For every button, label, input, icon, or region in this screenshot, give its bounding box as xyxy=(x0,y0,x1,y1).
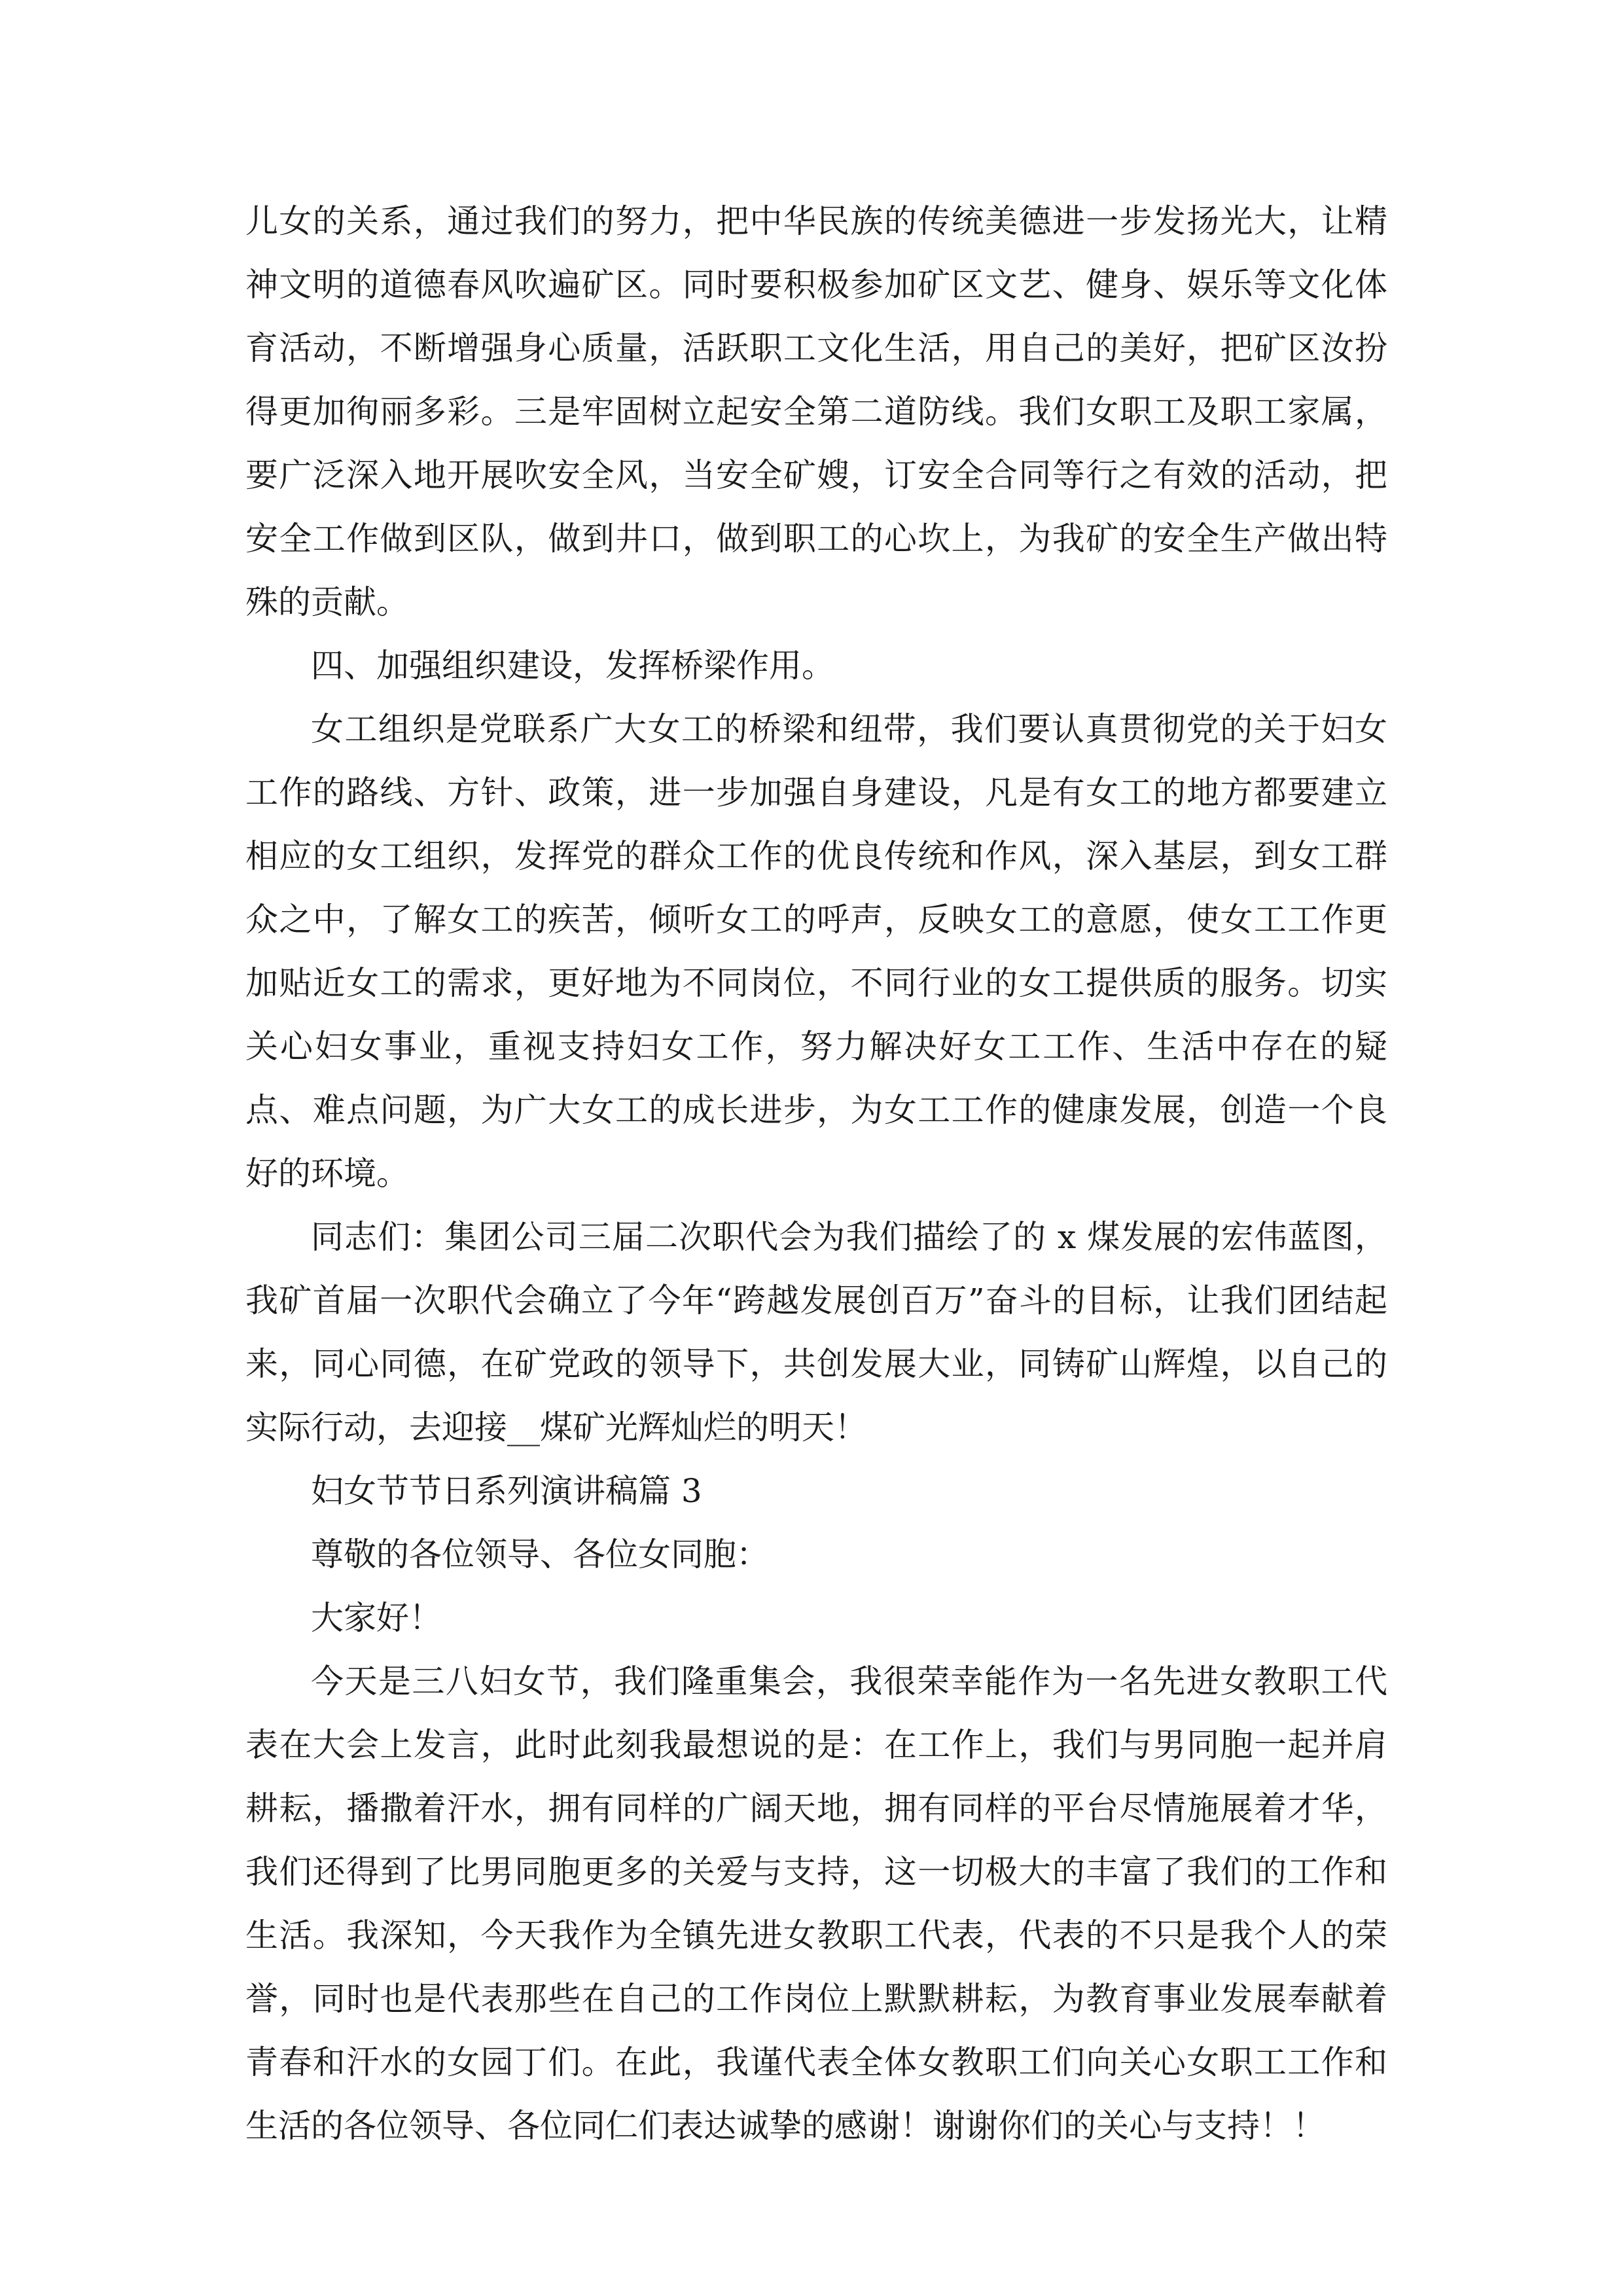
section-heading-4: 四、加强组织建设，发挥桥梁作用。 xyxy=(311,647,834,685)
document-body xyxy=(245,190,1387,2158)
paragraph-1: 儿女的关系，通过我们的努力，把中华民族的传统美德进一步发扬光大，让精神文明的道德春风吹遍矿区。同时要积极参加矿区文艺、健身、娱乐等文化体育活动，不断增强身心质量，活跃职工文化生活，用自己的美好，把矿区汝扮得更加徇丽多彩。三是牢固树立起安全第二道防线。我们女职工及职工家属，要广泛深入地开展吹安全风，当安全矿嫂，订安全合同等行之有效的活动，把安全工作做到区队，做到井口，做到职工的心坎上，为我矿的安全生产做出特殊的贡献。 xyxy=(245,202,1387,621)
paragraph-comrades: 同志们：集团公司三届二次职代会为我们描绘了的 x 煤发展的宏伟蓝图，我矿首届一次职代会确立了今年“跨越发展创百万”奋斗的目标，让我们团结起来，同心同德，在矿党政的领导下，共创发展大业，同铸矿山辉煌，以自己的实际行动，去迎接__煤矿光辉灿烂的明天！ xyxy=(245,1218,1387,1446)
salutation: 尊敬的各位领导、各位女同胞： xyxy=(311,1535,769,1573)
paragraph-women-organization: 女工组织是党联系广大女工的桥梁和纽带，我们要认真贯彻党的关于妇女工作的路线、方针、政策，进一步加强自身建设，凡是有女工的地方都要建立相应的女工组织，发挥党的群众工作的优良传统和作风，深入基层，到女工群众之中，了解女工的疾苦，倾听女工的呼声，反映女工的意愿，使女工工作更加贴近女工的需求，更好地为不同岗位，不同行业的女工提供质的服务。切实关心妇女事业，重视支持妇女工作，努力解决好女工工作、生活中存在的疑点、难点问题，为广大女工的成长进步，为女工工作的健康发展，创造一个良好的环境。 xyxy=(245,710,1387,1193)
speech-title: 妇女节节日系列演讲稿篇 3 xyxy=(311,1472,702,1510)
paragraph-speech-body: 今天是三八妇女节，我们隆重集会，我很荣幸能作为一名先进女教职工代表在大会上发言，此时此刻我最想说的是：在工作上，我们与男同胞一起并肩耕耘，播撒着汗水，拥有同样的广阔天地，拥有同样的平台尽情施展着才华，我们还得到了比男同胞更多的关爱与支持，这一切极大的丰富了我们的工作和生活。我深知，今天我作为全镇先进女教职工代表，代表的不只是我个人的荣誉，同时也是代表那些在自己的工作岗位上默默耕耘，为教育事业发展奉献着青春和汗水的女园丁们。在此，我谨代表全体女教职工们向关心女职工工作和生活的各位领导、各位同仁们表达诚挚的感谢！谢谢你们的关心与支持！！ xyxy=(245,1662,1387,2145)
greeting: 大家好！ xyxy=(311,1599,442,1637)
